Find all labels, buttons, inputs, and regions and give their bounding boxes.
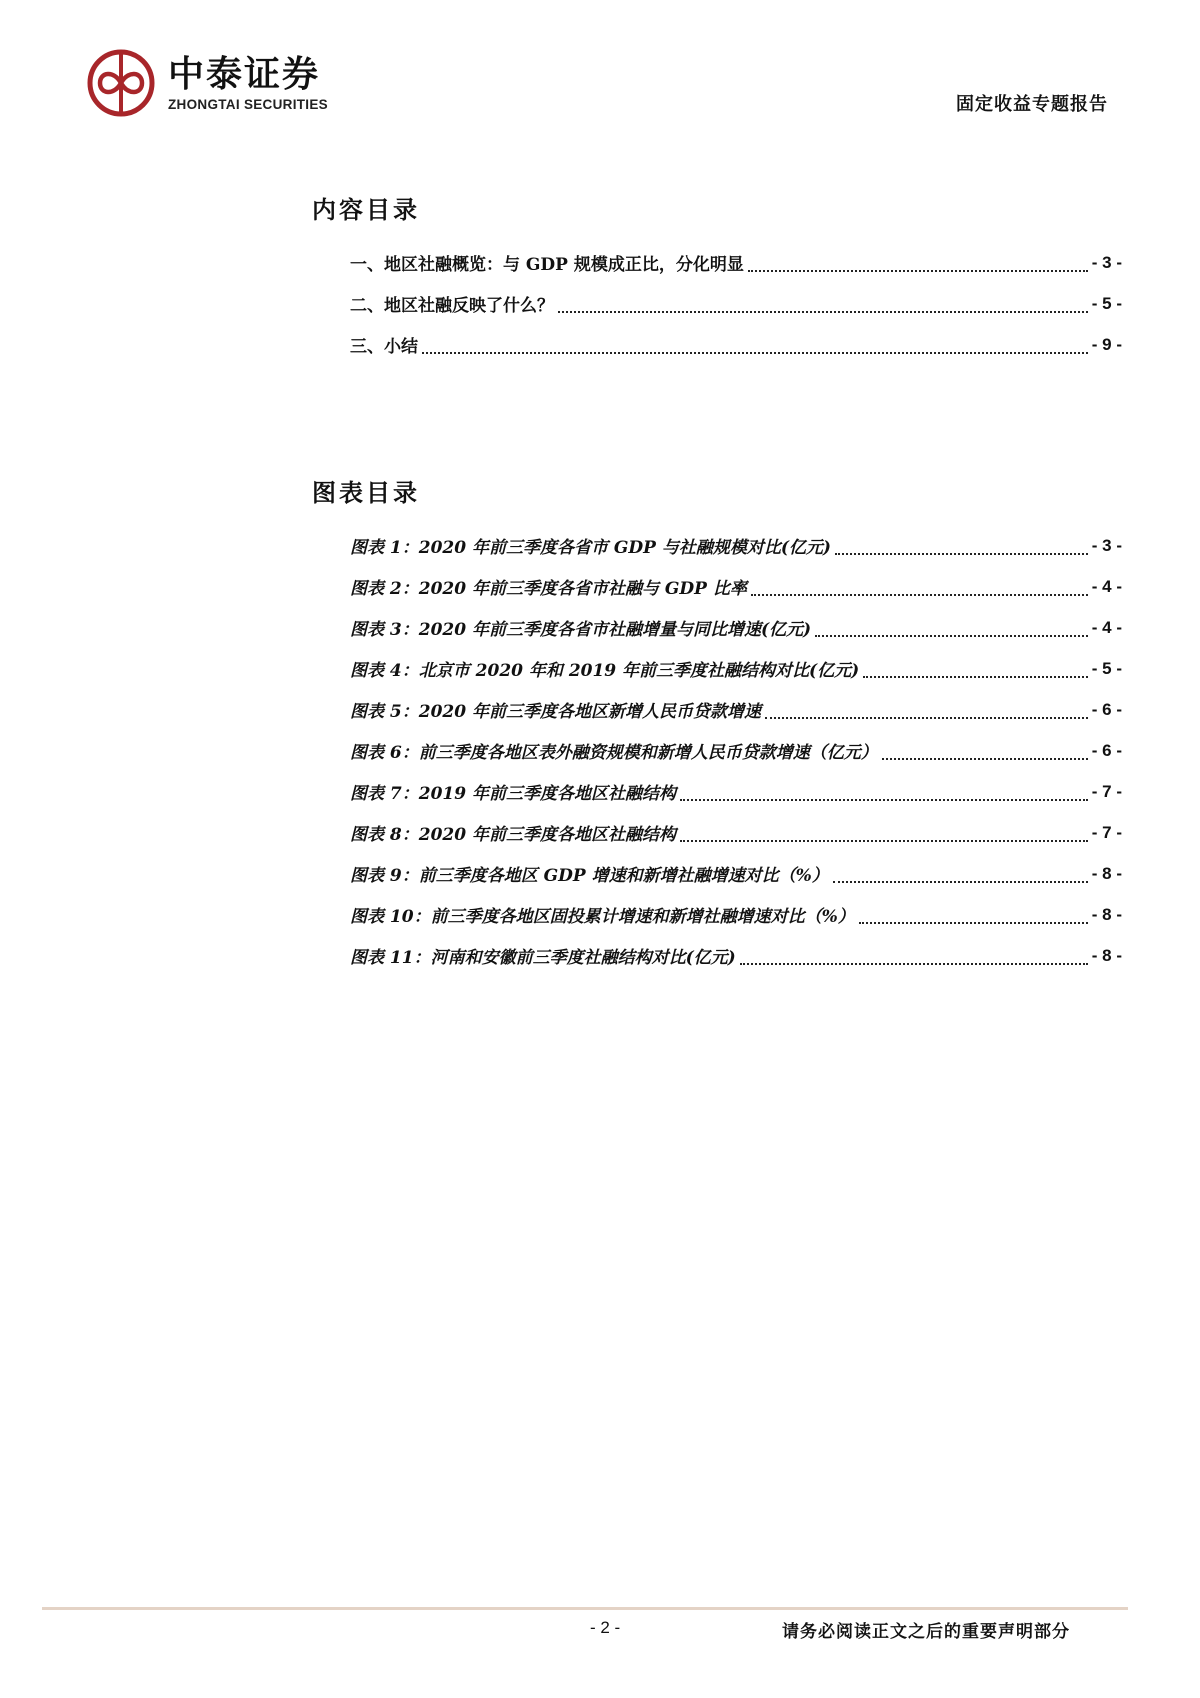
dotted-leader [815,635,1088,637]
figure-entry-label: 图表 4：北京市 2020 年和 2019 年前三季度社融结构对比(亿元) [350,656,863,681]
figure-entry-page: - 6 - [1091,740,1122,760]
toc-entry-label: 二、地区社融反映了什么？ [350,291,558,316]
figure-entry[interactable] [350,894,1122,935]
dotted-leader [882,758,1088,760]
brand-name-cn: 中泰证券 [168,53,321,95]
figure-entry[interactable] [350,812,1122,853]
toc-entry[interactable] [350,242,1122,283]
contents-list [350,242,1122,365]
toc-entry-label: 三、小结 [350,332,422,357]
figure-entry[interactable] [350,607,1122,648]
figure-entry[interactable] [350,689,1122,730]
dotted-leader [680,799,1088,801]
figure-entry-label: 图表 9：前三季度各地区 GDP 增速和新增社融增速对比（%） [350,861,833,886]
figure-entry-label: 图表 11：河南和安徽前三季度社融结构对比(亿元) [350,943,740,968]
dotted-leader [740,963,1088,965]
figure-entry-label: 图表 7：2019 年前三季度各地区社融结构 [350,779,680,804]
dotted-leader [558,311,1088,313]
figure-entry-label: 图表 5：2020 年前三季度各地区新增人民币贷款增速 [350,697,765,722]
toc-entry[interactable] [350,283,1122,324]
figure-entry-page: - 7 - [1091,822,1122,842]
toc-entry-label: 一、地区社融概览：与 GDP 规模成正比，分化明显 [350,250,748,275]
dotted-leader [748,270,1088,272]
figure-entry[interactable] [350,935,1122,976]
contents-title: 内容目录 [312,195,420,224]
figure-entry[interactable] [350,730,1122,771]
figure-entry-label: 图表 6：前三季度各地区表外融资规模和新增人民币贷款增速（亿元） [350,738,882,763]
figure-entry-page: - 8 - [1091,863,1122,883]
figures-title: 图表目录 [312,478,420,507]
toc-entry-page: - 5 - [1091,293,1122,313]
figure-entry-label: 图表 2：2020 年前三季度各省市社融与 GDP 比率 [350,574,751,599]
figure-entry-page: - 4 - [1091,617,1122,637]
figure-entry-label: 图表 10：前三季度各地区固投累计增速和新增社融增速对比（%） [350,902,859,927]
dotted-leader [765,717,1088,719]
dotted-leader [833,881,1088,883]
figures-list [350,525,1122,976]
brand-name-en: ZHONGTAI SECURITIES [168,96,328,112]
figure-entry[interactable] [350,566,1122,607]
footer-divider [42,1607,1128,1610]
footer-page-number: - 2 - [590,1618,621,1637]
dotted-leader [863,676,1088,678]
dotted-leader [835,553,1088,555]
figure-entry-label: 图表 8：2020 年前三季度各地区社融结构 [350,820,680,845]
figure-entry-page: - 5 - [1091,658,1122,678]
figure-entry-page: - 3 - [1091,535,1122,555]
figure-entry[interactable] [350,771,1122,812]
figure-entry-page: - 8 - [1091,904,1122,924]
toc-entry-page: - 3 - [1091,252,1122,272]
figure-entry[interactable] [350,525,1122,566]
company-logo [86,46,328,120]
zhongtai-logo-icon [86,48,156,118]
figure-entry-page: - 6 - [1091,699,1122,719]
toc-entry[interactable] [350,324,1122,365]
figure-entry[interactable] [350,853,1122,894]
footer-disclaimer: 请务必阅读正文之后的重要声明部分 [782,1622,1070,1642]
report-type-label: 固定收益专题报告 [956,94,1108,115]
figure-entry-label: 图表 1：2020 年前三季度各省市 GDP 与社融规模对比(亿元) [350,533,835,558]
dotted-leader [859,922,1088,924]
figure-entry-label: 图表 3：2020 年前三季度各省市社融增量与同比增速(亿元) [350,615,815,640]
dotted-leader [751,594,1088,596]
figure-entry-page: - 4 - [1091,576,1122,596]
toc-entry-page: - 9 - [1091,334,1122,354]
figure-entry-page: - 8 - [1091,945,1122,965]
figure-entry[interactable] [350,648,1122,689]
dotted-leader [680,840,1088,842]
dotted-leader [422,352,1088,354]
figure-entry-page: - 7 - [1091,781,1122,801]
